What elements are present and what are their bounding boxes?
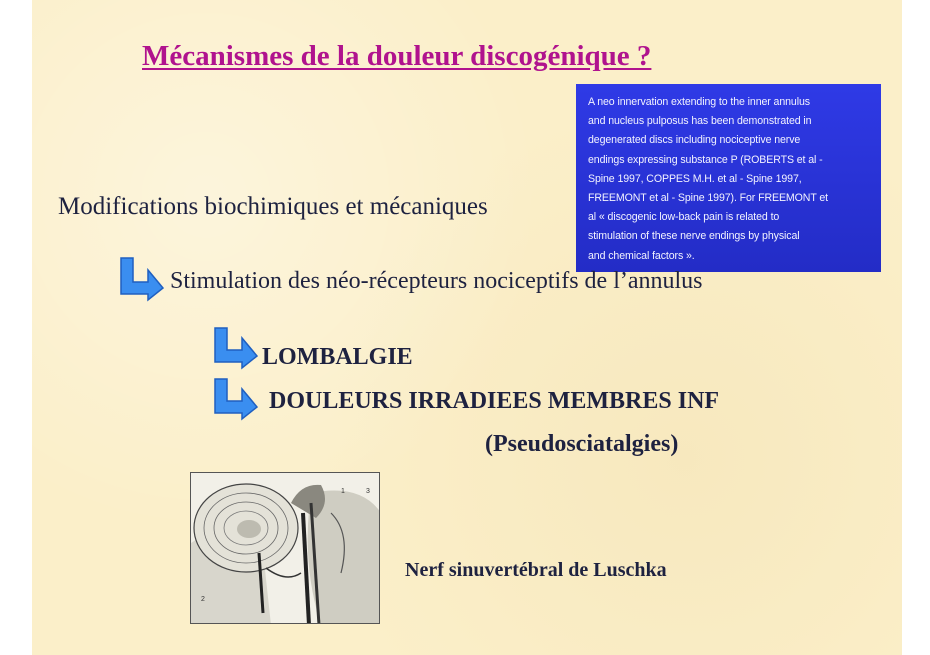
stimulation-text: Stimulation des néo-récepteurs nociceptifs de l’annulus xyxy=(170,268,703,294)
reference-text: A neo innervation extending to the inner annulus and nucleus pulposus has been demonstrated in degenerated discs including nociceptive nerve endings expressing substance P (ROBERTS et al - Spine 1997, COPPES M.H. et al - Spine 1997, FREEMONT et al - Spine 1997). For FREEMONT et al « discogenic low-back pain is related to stimulation of these nerve endings by physical and chemical factors ». xyxy=(588,96,829,262)
modifications-text: Modifications biochimiques et mécaniques xyxy=(58,193,488,220)
pseudosciatalgies-text: (Pseudosciatalgies) xyxy=(485,431,679,457)
anatomy-illustration xyxy=(190,472,380,624)
slide xyxy=(32,0,902,655)
figure-label-3: 3 xyxy=(366,488,370,495)
illustration-caption: Nerf sinuvertébral de Luschka xyxy=(405,559,667,581)
slide-title: Mécanismes de la douleur discogénique ? xyxy=(142,40,652,72)
arrow-elbow-icon xyxy=(118,256,166,302)
lombalgie-text: LOMBALGIE xyxy=(262,344,413,370)
figure-label-2: 2 xyxy=(201,596,205,603)
douleurs-text: DOULEURS IRRADIEES MEMBRES INF xyxy=(269,388,720,414)
arrow-elbow-icon xyxy=(212,377,260,421)
figure-label-1: 1 xyxy=(341,488,345,495)
vertebral-disc-drawing xyxy=(191,473,380,624)
reference-text-box xyxy=(576,84,881,272)
arrow-elbow-icon xyxy=(212,326,260,370)
